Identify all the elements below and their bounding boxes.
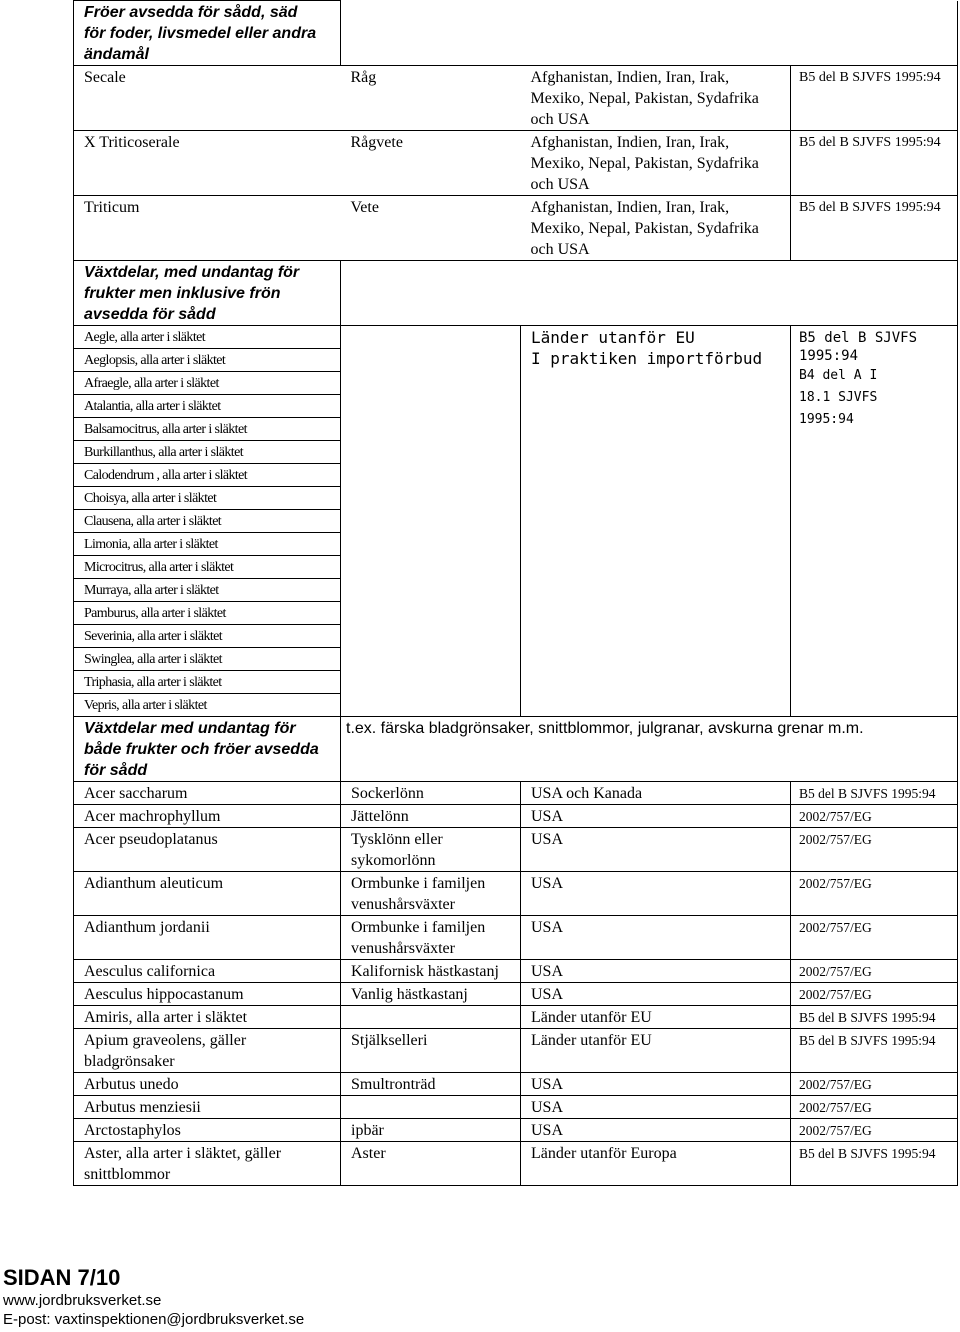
genus-cell: Burkillanthus, alla arter i släktet <box>74 441 341 464</box>
latin-name-cell: Aesculus californica <box>74 960 341 983</box>
origin-cell: USA och Kanada <box>521 782 791 805</box>
reference-cell: 2002/757/EG <box>791 1073 958 1096</box>
reference-cell: 2002/757/EG <box>791 872 958 916</box>
section3-row <box>74 1119 958 1142</box>
origin-cell: Afghanistan, Indien, Iran, Irak, Mexiko, Nepal, Pakistan, Sydafrika och USA <box>521 66 791 131</box>
reference-cell: 2002/757/EG <box>791 1119 958 1142</box>
latin-name-cell: Acer machrophyllum <box>74 805 341 828</box>
section3-row <box>74 1142 958 1186</box>
section2-heading: Växtdelar, med undantag för frukter men inklusive frön avsedda för sådd <box>74 261 341 326</box>
section3-header-row <box>74 717 958 782</box>
swedish-name-cell: Rågvete <box>341 131 521 196</box>
reference-cell: 2002/757/EG <box>791 828 958 872</box>
origin-cell: USA <box>521 1119 791 1142</box>
section3-row <box>74 916 958 960</box>
latin-name-cell: X Triticoserale <box>74 131 341 196</box>
section1-heading: Fröer avsedda för sådd, säd för foder, livsmedel eller andra ändamål <box>74 1 341 66</box>
section1-row <box>74 196 958 261</box>
origin-cell: USA <box>521 872 791 916</box>
latin-name-cell: Aesculus hippocastanum <box>74 983 341 1006</box>
reference-cell: 2002/757/EG <box>791 805 958 828</box>
genus-cell: Severinia, alla arter i släktet <box>74 625 341 648</box>
plant-import-table <box>73 0 958 1186</box>
swedish-name-cell: Jättelönn <box>341 805 521 828</box>
section3-row <box>74 960 958 983</box>
genus-cell: Afraegle, alla arter i släktet <box>74 372 341 395</box>
latin-name-cell: Acer saccharum <box>74 782 341 805</box>
reference-cell: B5 del B SJVFS 1995:94 <box>791 196 958 261</box>
section1-header-row <box>74 1 958 66</box>
reference-cell: B5 del B SJVFS 1995:94 <box>791 782 958 805</box>
swedish-name-cell: Smultronträd <box>341 1073 521 1096</box>
genus-cell: Calodendrum , alla arter i släktet <box>74 464 341 487</box>
section3-heading: Växtdelar med undantag för både frukter och fröer avsedda för sådd <box>74 717 341 782</box>
reference-cell: B5 del B SJVFS 1995:94 <box>791 1029 958 1073</box>
reference-text-2: B4 del A I 18.1 SJVFS 1995:94 <box>799 368 878 427</box>
latin-name-cell: Adianthum aleuticum <box>74 872 341 916</box>
regulation-document <box>73 0 957 1186</box>
section3-row <box>74 1006 958 1029</box>
swedish-name-cell: Aster <box>341 1142 521 1186</box>
swedish-name-cell: Vete <box>341 196 521 261</box>
origin-cell: USA <box>521 960 791 983</box>
reference-cell: B5 del B SJVFS 1995:94 <box>791 1006 958 1029</box>
reference-cell: 2002/757/EG <box>791 916 958 960</box>
reference-cell: B5 del B SJVFS 1995:94 <box>791 66 958 131</box>
genus-cell: Microcitrus, alla arter i släktet <box>74 556 341 579</box>
genus-cell: Clausena, alla arter i släktet <box>74 510 341 533</box>
swedish-name-cell <box>341 1006 521 1029</box>
origin-cell <box>521 326 791 717</box>
blank-cell <box>341 261 958 326</box>
examples-note: t.ex. färska bladgrönsaker, snittblommor, julgranar, avskurna grenar m.m. <box>341 717 958 782</box>
genus-cell: Vepris, alla arter i släktet <box>74 694 341 717</box>
page-footer <box>3 1265 304 1329</box>
section2-row <box>74 326 958 349</box>
section3-row <box>74 828 958 872</box>
swedish-name-cell: ipbär <box>341 1119 521 1142</box>
swedish-name-cell: Stjälkselleri <box>341 1029 521 1073</box>
reference-cell: B5 del B SJVFS 1995:94 <box>791 131 958 196</box>
swedish-name-cell: Vanlig hästkastanj <box>341 983 521 1006</box>
genus-cell: Limonia, alla arter i släktet <box>74 533 341 556</box>
swedish-name-cell <box>341 326 521 717</box>
section3-row <box>74 1073 958 1096</box>
footer-website[interactable]: www.jordbruksverket.se <box>3 1292 162 1309</box>
origin-cell: Länder utanför EU <box>521 1029 791 1073</box>
genus-cell: Aegle, alla arter i släktet <box>74 326 341 349</box>
swedish-name-cell: Ormbunke i familjen venushårsväxter <box>341 872 521 916</box>
reference-text: B5 del B SJVFS 1995:94 <box>799 330 918 364</box>
latin-name-cell: Arbutus unedo <box>74 1073 341 1096</box>
section3-row <box>74 872 958 916</box>
page-number: SIDAN 7/10 <box>3 1265 121 1290</box>
origin-cell: USA <box>521 1073 791 1096</box>
section3-row <box>74 1096 958 1119</box>
latin-name-cell: Aster, alla arter i släktet, gäller snittblommor <box>74 1142 341 1186</box>
reference-cell: 2002/757/EG <box>791 983 958 1006</box>
genus-cell: Murraya, alla arter i släktet <box>74 579 341 602</box>
latin-name-cell: Arbutus menziesii <box>74 1096 341 1119</box>
latin-name-cell: Secale <box>74 66 341 131</box>
footer-email[interactable]: E-post: vaxtinspektionen@jordbruksverket.se <box>3 1311 305 1328</box>
genus-cell: Triphasia, alla arter i släktet <box>74 671 341 694</box>
origin-cell: Länder utanför EU <box>521 1006 791 1029</box>
reference-cell: 2002/757/EG <box>791 1096 958 1119</box>
genus-cell: Pamburus, alla arter i släktet <box>74 602 341 625</box>
origin-cell: Afghanistan, Indien, Iran, Irak, Mexiko, Nepal, Pakistan, Sydafrika och USA <box>521 131 791 196</box>
origin-cell: USA <box>521 983 791 1006</box>
section3-row <box>74 782 958 805</box>
latin-name-cell: Triticum <box>74 196 341 261</box>
section3-row <box>74 983 958 1006</box>
genus-cell: Aeglopsis, alla arter i släktet <box>74 349 341 372</box>
origin-text: Länder utanför EU <box>531 328 695 347</box>
swedish-name-cell <box>341 1096 521 1119</box>
swedish-name-cell: Sockerlönn <box>341 782 521 805</box>
section1-row <box>74 66 958 131</box>
section3-row <box>74 1029 958 1073</box>
swedish-name-cell: Ormbunke i familjen venushårsväxter <box>341 916 521 960</box>
latin-name-cell: Amiris, alla arter i släktet <box>74 1006 341 1029</box>
latin-name-cell: Acer pseudoplatanus <box>74 828 341 872</box>
genus-cell: Swinglea, alla arter i släktet <box>74 648 341 671</box>
origin-cell: USA <box>521 805 791 828</box>
swedish-name-cell: Råg <box>341 66 521 131</box>
origin-cell: Länder utanför Europa <box>521 1142 791 1186</box>
origin-cell: USA <box>521 1096 791 1119</box>
section1-row <box>74 131 958 196</box>
genus-cell: Atalantia, alla arter i släktet <box>74 395 341 418</box>
section2-header-row <box>74 261 958 326</box>
genus-cell: Choisya, alla arter i släktet <box>74 487 341 510</box>
swedish-name-cell: Kalifornisk hästkastanj <box>341 960 521 983</box>
origin-cell: Afghanistan, Indien, Iran, Irak, Mexiko, Nepal, Pakistan, Sydafrika och USA <box>521 196 791 261</box>
import-ban-text: I praktiken importförbud <box>531 349 763 368</box>
genus-cell: Balsamocitrus, alla arter i släktet <box>74 418 341 441</box>
reference-cell: 2002/757/EG <box>791 960 958 983</box>
origin-cell: USA <box>521 828 791 872</box>
latin-name-cell: Adianthum jordanii <box>74 916 341 960</box>
latin-name-cell: Apium graveolens, gäller bladgrönsaker <box>74 1029 341 1073</box>
reference-cell <box>791 326 958 717</box>
section3-row <box>74 805 958 828</box>
origin-cell: USA <box>521 916 791 960</box>
swedish-name-cell: Tysklönn eller sykomorlönn <box>341 828 521 872</box>
latin-name-cell: Arctostaphylos <box>74 1119 341 1142</box>
reference-cell: B5 del B SJVFS 1995:94 <box>791 1142 958 1186</box>
